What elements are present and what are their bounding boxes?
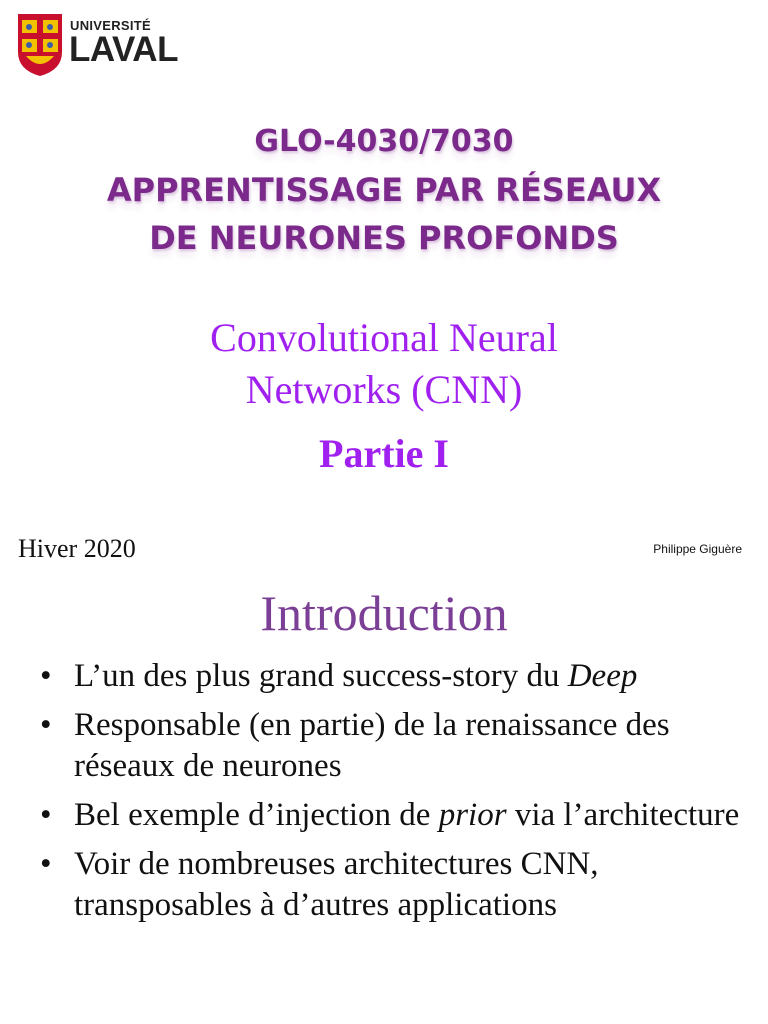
bullet-item xyxy=(40,705,750,787)
course-title-line-2: DE NEURONES PROFONDS xyxy=(149,219,619,257)
lecture-subtitle xyxy=(0,312,768,416)
university-logo xyxy=(16,12,178,82)
bullet-item xyxy=(40,656,750,697)
course-code: GLO-4030/7030 xyxy=(254,124,514,159)
bullet-text: Voir de nombreuses architectures CNN, transposables à d’autres applications xyxy=(74,846,599,923)
bullet-text-italic: Deep xyxy=(567,658,638,694)
course-heading xyxy=(0,118,768,262)
part-label: Partie I xyxy=(319,431,449,476)
bullet-text: L’un des plus grand success-story du xyxy=(74,658,568,694)
section-title: Introduction xyxy=(260,585,508,641)
subtitle-line-2: Networks (CNN) xyxy=(245,367,523,412)
bullet-text-after: via l’architecture xyxy=(506,797,740,833)
bullet-item xyxy=(40,844,750,926)
bullet-item xyxy=(40,795,750,836)
logo-text-universite: UNIVERSITÉ xyxy=(70,18,152,33)
bullet-text: Responsable (en partie) de la renaissance des réseaux de neurones xyxy=(74,707,670,784)
bullet-dot: • xyxy=(40,658,52,694)
shield-crest-icon xyxy=(16,12,64,78)
course-title-line-1: APPRENTISSAGE PAR RÉSEAUX xyxy=(106,171,662,209)
bullet-text: Bel exemple d’injection de xyxy=(74,797,439,833)
term-label: Hiver 2020 xyxy=(18,534,136,563)
author-name: Philippe Giguère xyxy=(653,542,742,556)
bullet-dot: • xyxy=(40,797,52,833)
subtitle-line-1: Convolutional Neural xyxy=(210,315,558,360)
bullet-dot: • xyxy=(40,707,52,743)
bullet-text-italic: prior xyxy=(438,797,507,833)
bullet-list xyxy=(40,656,750,934)
bullet-dot: • xyxy=(40,846,52,882)
logo-text-laval: LAVAL xyxy=(69,30,178,69)
